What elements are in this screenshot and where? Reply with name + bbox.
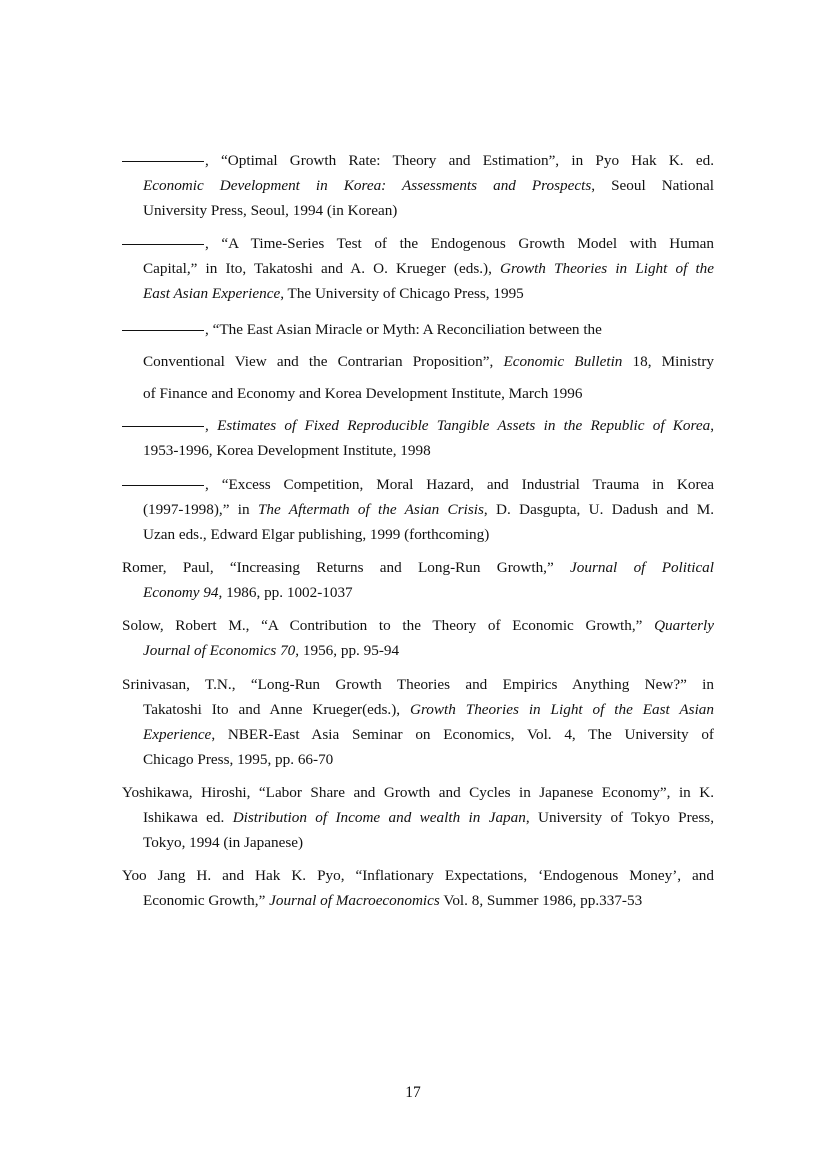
reference-title: Journal of Economics 70 [143,642,296,659]
reference-title: The Aftermath of the Asian Crisis [257,501,484,518]
reference-title: Economic Development in Korea: Assessments and Prospects [143,177,592,194]
reference-entry [122,314,714,410]
reference-entry [122,472,714,547]
reference-line: (1997-1998),” in The Aftermath of the Asian Crisis, D. Dasgupta, U. Dadush and M. [143,501,714,518]
reference-title: East Asian Experience [143,285,281,302]
reference-line: Yoshikawa, Hiroshi, “Labor Share and Growth and Cycles in Japanese Economy”, in K. [122,784,714,801]
reference-title: Growth Theories in Light of the [500,260,714,277]
reference-entry [122,863,714,913]
reference-line: Romer, Paul, “Increasing Returns and Long-Run Growth,” Journal of Political [122,559,714,576]
reference-line: , Estimates of Fixed Reproducible Tangible Assets in the Republic of Korea, [122,413,714,438]
reference-line: Capital,” in Ito, Takatoshi and A. O. Krueger (eds.), Growth Theories in Light of the [143,260,714,277]
reference-line: Uzan eds., Edward Elgar publishing, 1999 (forthcoming) [143,526,490,543]
reference-line: Yoo Jang H. and Hak K. Pyo, “Inflationary Expectations, ‘Endogenous Money’, and [122,867,714,884]
ditto-rule [122,244,204,245]
reference-entry [122,231,714,306]
reference-line: Tokyo, 1994 (in Japanese) [143,834,304,851]
reference-line: Economic Development in Korea: Assessments and Prospects, Seoul National [143,177,714,194]
reference-entry [122,413,714,463]
reference-line: Solow, Robert M., “A Contribution to the Theory of Economic Growth,” Quarterly [122,617,714,634]
reference-line: East Asian Experience, The University of Chicago Press, 1995 [143,285,524,302]
reference-line: Experience, NBER-East Asia Seminar on Economics, Vol. 4, The University of [143,726,714,743]
reference-entry [122,780,714,855]
reference-line: , “Optimal Growth Rate: Theory and Estimation”, in Pyo Hak K. ed. [122,148,714,173]
reference-title: Quarterly [654,617,714,634]
reference-line: Conventional View and the Contrarian Proposition”, Economic Bulletin 18, Ministry [143,353,715,370]
reference-title: Economy 94 [143,584,219,601]
reference-line: Journal of Economics 70, 1956, pp. 95-94 [143,642,400,659]
reference-title: Experience [143,726,212,743]
ditto-rule [122,485,204,486]
reference-line: Economic Growth,” Journal of Macroeconomics Vol. 8, Summer 1986, pp.337-53 [143,892,643,909]
reference-title: Distribution of Income and wealth in Japan [232,809,526,826]
reference-line: , “A Time-Series Test of the Endogenous Growth Model with Human [122,231,714,256]
reference-entry [122,148,714,223]
reference-line: Srinivasan, T.N., “Long-Run Growth Theories and Empirics Anything New?” in [122,676,714,693]
ditto-rule [122,330,204,331]
reference-line: , “Excess Competition, Moral Hazard, and Industrial Trauma in Korea [122,472,714,497]
reference-title: Estimates of Fixed Reproducible Tangible Assets in the Republic of Korea [217,417,711,434]
ditto-rule [122,426,204,427]
reference-line: Takatoshi Ito and Anne Krueger(eds.), Growth Theories in Light of the East Asian [143,701,714,718]
reference-entry [122,613,714,663]
reference-line: University Press, Seoul, 1994 (in Korean) [143,202,398,219]
reference-title: Journal of Macroeconomics [269,892,440,909]
reference-line: Chicago Press, 1995, pp. 66-70 [143,751,334,768]
page-number: 17 [405,1084,421,1101]
reference-line: of Finance and Economy and Korea Development Institute, March 1996 [143,385,583,402]
reference-title: Economic Bulletin [503,353,623,370]
reference-entry [122,672,714,772]
reference-line: 1953-1996, Korea Development Institute, 1998 [143,442,431,459]
reference-entry [122,555,714,605]
reference-line: , “The East Asian Miracle or Myth: A Reconciliation between the [122,314,714,346]
reference-title: Journal of Political [570,559,714,576]
reference-line: Economy 94, 1986, pp. 1002-1037 [143,584,353,601]
reference-line: Ishikawa ed. Distribution of Income and wealth in Japan, University of Tokyo Press, [143,809,715,826]
ditto-rule [122,161,204,162]
reference-title: Growth Theories in Light of the East Asian [409,701,714,718]
